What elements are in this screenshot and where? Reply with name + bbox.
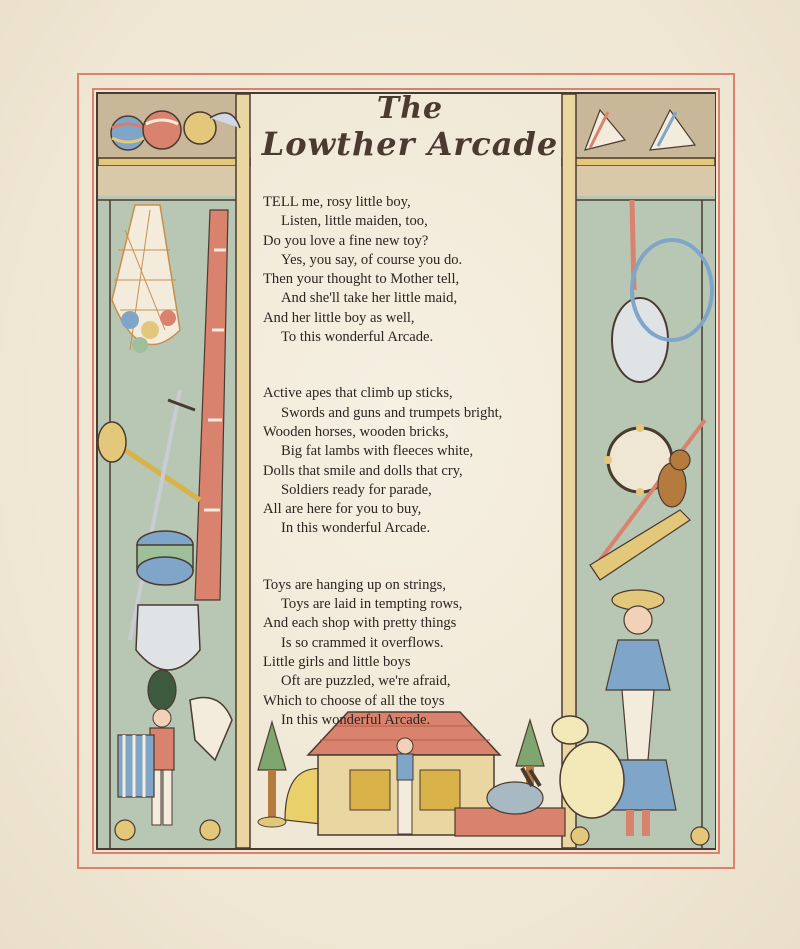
- poem-line: Active apes that climb up sticks,: [263, 385, 453, 402]
- poem-line: And each shop with pretty things: [263, 615, 457, 632]
- poem-line: Wooden horses, wooden bricks,: [263, 423, 449, 440]
- title-line-2: Lowther Arcade: [261, 125, 559, 163]
- stanza-1: [263, 193, 563, 347]
- poem-line: Toys are laid in tempting rows,: [281, 596, 463, 613]
- poem-line: Little girls and little boys: [263, 653, 411, 670]
- title-line-1: The: [376, 91, 444, 126]
- poem-line: In this wonderful Arcade.: [281, 520, 431, 537]
- poem-line: Dolls that smile and dolls that cry,: [263, 462, 463, 479]
- stanza-2: [263, 384, 563, 538]
- poem-line: In this wonderful Arcade.: [281, 711, 431, 728]
- stanza-3: [263, 576, 563, 730]
- page-title: [250, 91, 570, 164]
- poem-line: Oft are puzzled, we're afraid,: [281, 673, 451, 690]
- poem: [263, 193, 563, 767]
- poem-line: Toys are hanging up on strings,: [263, 576, 446, 593]
- poem-line: Yes, you say, of course you do.: [281, 251, 463, 268]
- poem-line: To this wonderful Arcade.: [281, 329, 434, 346]
- poem-line: Is so crammed it overflows.: [281, 634, 444, 651]
- poem-line: All are here for you to buy,: [263, 501, 422, 518]
- poem-line: Big fat lambs with fleeces white,: [281, 443, 474, 460]
- poem-line: Listen, little maiden, too,: [281, 213, 428, 230]
- poem-line: Which to choose of all the toys: [263, 692, 445, 709]
- poem-line: TELL me, rosy little boy,: [263, 194, 411, 210]
- poem-line: And her little boy as well,: [263, 309, 415, 326]
- poem-line: Swords and guns and trumpets bright,: [281, 404, 503, 421]
- poem-line: Soldiers ready for parade,: [281, 481, 432, 498]
- poem-line: And she'll take her little maid,: [281, 290, 458, 307]
- poem-line: Then your thought to Mother tell,: [263, 271, 460, 288]
- poem-line: Do you love a fine new toy?: [263, 232, 429, 249]
